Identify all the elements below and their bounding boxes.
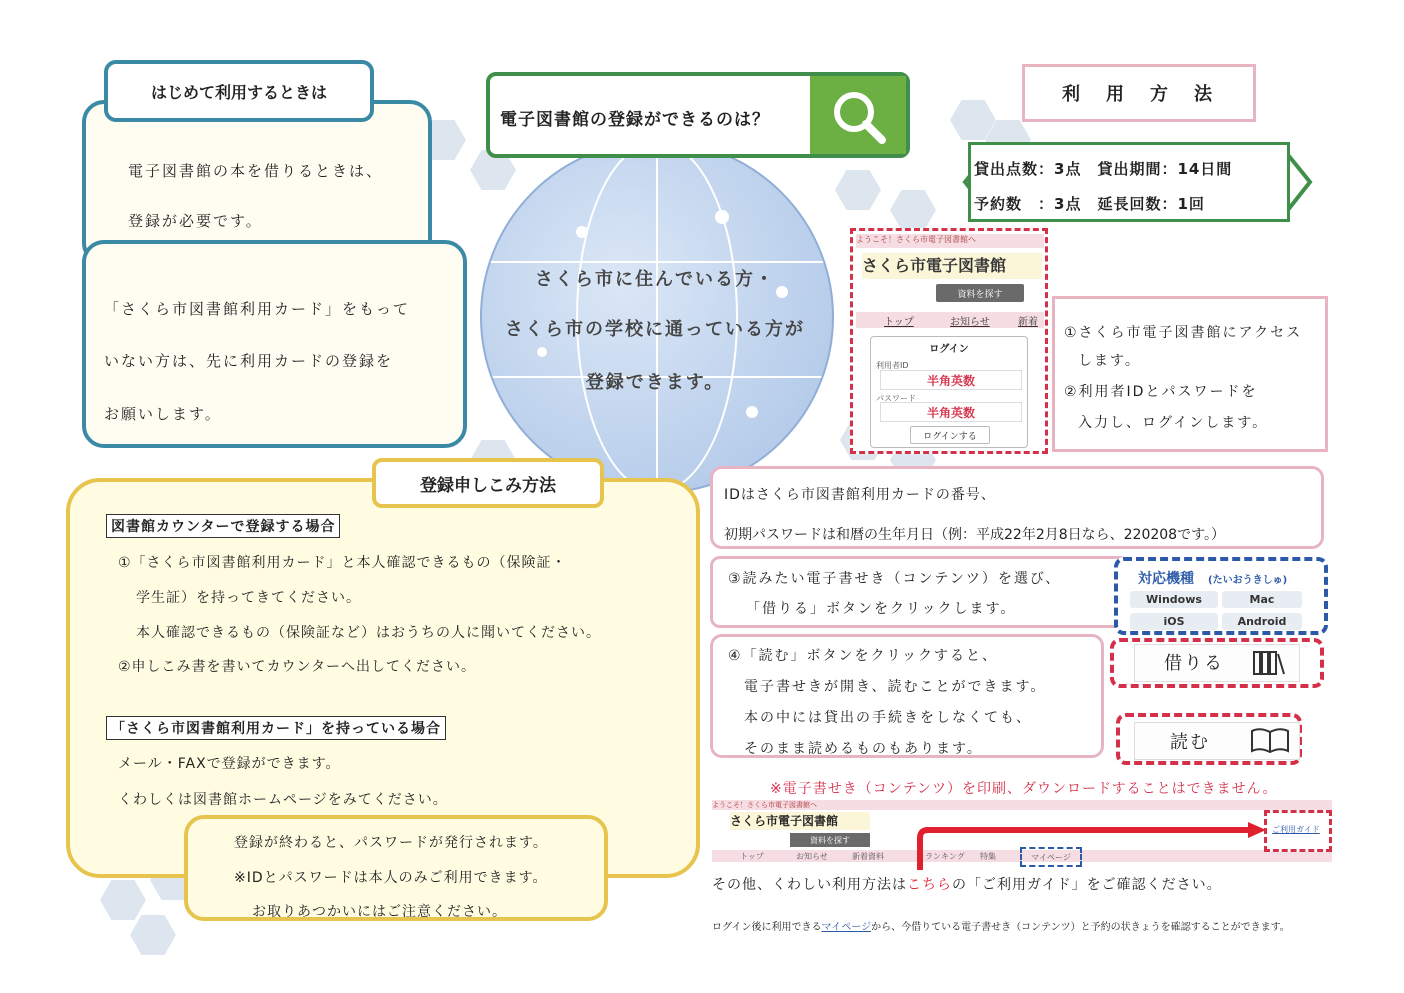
note-text: ※IDとパスワードは本人のみご利用できます。 bbox=[234, 870, 548, 886]
usage-row: 予約数 ：3点 延長回数：1回 bbox=[974, 195, 1205, 213]
first-time-text: いない方は、先に利用カードの登録を bbox=[104, 352, 394, 370]
step4-text: 本の中には貸出の手続きをしなくても、 bbox=[744, 710, 1032, 726]
card-text: くわしくは図書館ホームページをみてください。 bbox=[118, 792, 448, 808]
guide-arrow bbox=[910, 822, 1270, 872]
counter-text: 本人確認できるもの（保険証など）はおうちの人に聞いてください。 bbox=[136, 625, 601, 641]
step-text: ②利用者IDとパスワードを bbox=[1064, 384, 1258, 400]
footer-tab[interactable]: トップ bbox=[740, 852, 764, 861]
step-text: ①さくら市電子図書館にアクセス bbox=[1064, 325, 1303, 341]
borrow-label: 借りる bbox=[1164, 653, 1224, 674]
open-book-icon bbox=[1250, 726, 1290, 758]
footer-banner: ようこそ！さくら市電子図書館へ bbox=[712, 800, 1332, 810]
counter-text: ①「さくら市図書館利用カード」と本人確認できるもの（保険証・ bbox=[118, 555, 567, 571]
user-id-field[interactable]: 半角英数 bbox=[880, 370, 1022, 390]
footer-site-title: さくら市電子図書館 bbox=[730, 812, 870, 830]
hex-decoration bbox=[130, 915, 176, 955]
globe-text-line: さくら市の学校に通っている方が bbox=[505, 319, 805, 340]
guide-line-text: の「ご利用ガイド」をご確認ください。 bbox=[952, 877, 1222, 893]
step3-text: ③読みたい電子書せき（コンテンツ）を選び、 bbox=[728, 571, 1062, 587]
hex-decoration bbox=[835, 170, 881, 210]
step4-text: 電子書せきが開き、読むことができます。 bbox=[744, 679, 1047, 695]
mypage-line-text: ログイン後に利用できる bbox=[712, 922, 822, 933]
login-search-button[interactable]: 資料を探す bbox=[936, 284, 1024, 302]
step3-text: 「借りる」ボタンをクリックします。 bbox=[746, 601, 1017, 617]
note-text: 登録が終わると、パスワードが発行されます。 bbox=[234, 835, 548, 851]
devices-reading: (たいおうきしゅ) bbox=[1208, 575, 1288, 586]
globe-text-line: 登録できます。 bbox=[585, 372, 725, 393]
first-time-text: 電子図書館の本を借りるときは、 bbox=[128, 162, 384, 180]
device-mac: Mac bbox=[1222, 591, 1302, 608]
counter-text: ②申しこみ書を書いてカウンターへ出してください。 bbox=[118, 659, 476, 675]
step4-text: そのまま読めるものもあります。 bbox=[744, 741, 983, 757]
guide-here-link[interactable]: こちら bbox=[907, 877, 952, 893]
hex-decoration bbox=[890, 190, 936, 230]
footer-tab[interactable]: ランキング bbox=[925, 852, 965, 861]
user-id-label: 利用者ID bbox=[876, 361, 909, 370]
mypage-tab[interactable]: マイページ bbox=[1020, 847, 1082, 867]
registration-heading: 登録申しこみ方法 bbox=[372, 458, 604, 508]
read-label: 読む bbox=[1170, 732, 1210, 753]
magnifier-icon bbox=[810, 76, 906, 154]
usage-row: 貸出点数：3点 貸出期間：14日間 bbox=[974, 160, 1233, 178]
warning-text: ※電子書せき（コンテンツ）を印刷、ダウンロードすることはできません。 bbox=[770, 781, 1278, 797]
footer-tab[interactable]: 特集 bbox=[980, 852, 996, 861]
tab-news[interactable]: お知らせ bbox=[950, 317, 990, 328]
search-bar-text: 電子図書館の登録ができるのは？ bbox=[500, 110, 770, 130]
mypage-line bbox=[712, 918, 1290, 933]
password-label: パスワード bbox=[876, 394, 916, 403]
devices-title: 対応機種 bbox=[1138, 571, 1194, 587]
device-windows: Windows bbox=[1130, 591, 1218, 608]
login-button[interactable]: ログインする bbox=[910, 426, 990, 444]
step-text: 入力し、ログインします。 bbox=[1078, 415, 1269, 431]
card-text: メール・FAXで登録ができます。 bbox=[118, 756, 341, 772]
step-text: します。 bbox=[1078, 353, 1141, 369]
id-note-text: IDはさくら市図書館利用カードの番号、 bbox=[724, 487, 996, 503]
login-title: ログイン bbox=[929, 344, 969, 355]
first-time-heading: はじめて利用するときは bbox=[104, 60, 374, 122]
device-ios: iOS bbox=[1130, 613, 1218, 630]
guide-line-text: その他、くわしい利用方法は bbox=[712, 877, 907, 893]
books-icon bbox=[1252, 648, 1286, 680]
login-site-title: さくら市電子図書館 bbox=[862, 253, 1042, 279]
device-android: Android bbox=[1222, 613, 1302, 630]
globe-text-line: さくら市に住んでいる方・ bbox=[535, 269, 775, 290]
first-time-text: 「さくら市図書館利用カード」をもって bbox=[104, 300, 411, 318]
guide-line bbox=[712, 874, 1222, 894]
mypage-link[interactable]: マイページ bbox=[821, 922, 872, 933]
footer-tab[interactable]: 新着資料 bbox=[852, 852, 884, 861]
guide-link[interactable]: ご利用ガイド bbox=[1272, 825, 1320, 834]
id-note-text: 初期パスワードは和暦の生年月日（例：平成22年2月8日なら、220208です。） bbox=[724, 527, 1225, 543]
step4-text: ④「読む」ボタンをクリックすると、 bbox=[728, 648, 998, 664]
footer-search-button[interactable]: 資料を探す bbox=[790, 833, 870, 847]
hex-decoration bbox=[100, 880, 146, 920]
usage-title: 利 用 方 法 bbox=[1022, 64, 1256, 122]
tab-top[interactable]: トップ bbox=[884, 317, 914, 328]
login-banner: ようこそ！さくら市電子図書館へ bbox=[856, 234, 1044, 248]
counter-text: 学生証）を持ってきてください。 bbox=[136, 590, 361, 606]
card-title: 「さくら市図書館利用カード」を持っている場合 bbox=[106, 716, 446, 740]
first-time-text: お願いします。 bbox=[104, 405, 222, 423]
counter-title: 図書館カウンターで登録する場合 bbox=[106, 514, 340, 538]
mypage-line-text: から、今借りている電子書せき（コンテンツ）と予約の状きょうを確認することができます。 bbox=[871, 922, 1290, 933]
first-time-text: 登録が必要です。 bbox=[128, 212, 263, 230]
note-text: お取りあつかいにはご注意ください。 bbox=[252, 904, 507, 920]
password-field[interactable]: 半角英数 bbox=[880, 402, 1022, 422]
tab-new[interactable]: 新着 bbox=[1018, 317, 1038, 328]
footer-tab[interactable]: お知らせ bbox=[796, 852, 828, 861]
